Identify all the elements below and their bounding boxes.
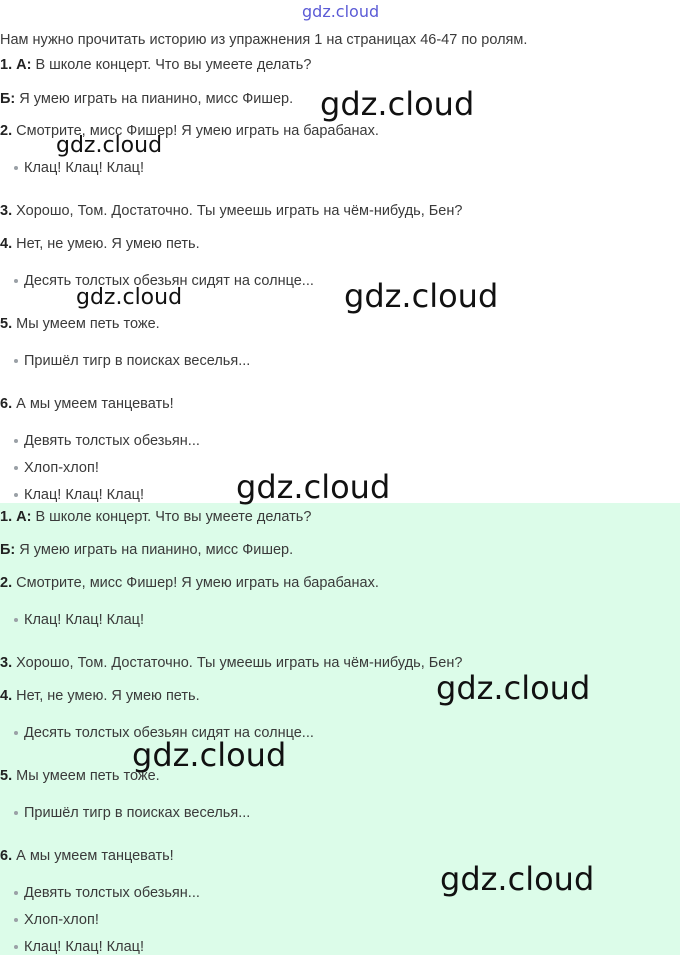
line-text: Хорошо, Том. Достаточно. Ты умеешь играть на чём-нибудь, Бен?	[12, 203, 463, 219]
line-number: 6.	[0, 848, 13, 864]
bullet-item: Хлоп-хлоп!	[14, 459, 99, 477]
line-number: 5.	[0, 316, 13, 332]
bullet-item: Клац! Клац! Клац!	[14, 611, 144, 629]
line-text: А мы умеем танцевать!	[12, 396, 174, 412]
line-text: Нет, не умею. Я умею петь.	[12, 688, 200, 704]
dialogue-line-6	[0, 315, 160, 333]
bullet-dot-icon	[14, 439, 18, 443]
bullet-dot-icon	[14, 279, 18, 283]
watermark: gdz.cloud	[320, 85, 475, 123]
watermark: gdz.cloud	[440, 860, 595, 898]
bullet-dot-icon	[14, 466, 18, 470]
bullet-item: Хлоп-хлоп!	[14, 911, 99, 929]
bullet-dot-icon	[14, 618, 18, 622]
speaker-label: Б:	[0, 91, 16, 107]
line-text: В школе концерт. Что вы умеете делать?	[31, 57, 312, 73]
line-number: 3.	[0, 203, 13, 219]
watermark: gdz.cloud	[436, 669, 591, 707]
line-number: 5.	[0, 768, 13, 784]
line-number: 3.	[0, 655, 13, 671]
watermark: gdz.cloud	[344, 277, 499, 315]
bullet-dot-icon	[14, 811, 18, 815]
line-text: Нет, не умею. Я умею петь.	[12, 236, 200, 252]
dialogue-line-3	[0, 574, 379, 592]
bullet-item: Клац! Клац! Клац!	[14, 159, 144, 177]
bullet-dot-icon	[14, 493, 18, 497]
bullet-item: Десять толстых обезьян сидят на солнце...	[14, 272, 314, 290]
bullet-item: Клац! Клац! Клац!	[14, 938, 144, 956]
dialogue-line-5	[0, 687, 200, 705]
line-number: 2.	[0, 575, 13, 591]
bullet-dot-icon	[14, 918, 18, 922]
speaker-label: 1. А:	[0, 57, 32, 73]
line-number: 4.	[0, 236, 13, 252]
bullet-item: Девять толстых обезьян...	[14, 884, 200, 902]
intro-text: Нам нужно прочитать историю из упражнения 1 на страницах 46-47 по ролям.	[0, 32, 528, 48]
line-text: Я умею играть на пианино, мисс Фишер.	[15, 91, 294, 107]
line-text: Смотрите, мисс Фишер! Я умею играть на барабанах.	[12, 123, 379, 139]
dialogue-line-2	[0, 90, 293, 108]
line-text: Мы умеем петь тоже.	[12, 316, 160, 332]
speaker-label: Б:	[0, 542, 16, 558]
dialogue-line-1	[0, 508, 311, 526]
watermark: gdz.cloud	[56, 133, 163, 158]
dialogue-line-4	[0, 654, 462, 672]
line-number: 6.	[0, 396, 13, 412]
speaker-label: 1. А:	[0, 509, 32, 525]
line-text: В школе концерт. Что вы умеете делать?	[31, 509, 312, 525]
line-text: А мы умеем танцевать!	[12, 848, 174, 864]
dialogue-line-7	[0, 395, 174, 413]
line-text: Мы умеем петь тоже.	[12, 768, 160, 784]
line-text: Смотрите, мисс Фишер! Я умею играть на барабанах.	[12, 575, 379, 591]
line-text: Хорошо, Том. Достаточно. Ты умеешь играть на чём-нибудь, Бен?	[12, 655, 463, 671]
dialogue-line-4	[0, 202, 462, 220]
bullet-item: Девять толстых обезьян...	[14, 432, 200, 450]
dialogue-line-7	[0, 847, 174, 865]
bullet-dot-icon	[14, 359, 18, 363]
bullet-dot-icon	[14, 945, 18, 949]
bullet-dot-icon	[14, 166, 18, 170]
watermark: gdz.cloud	[132, 736, 287, 774]
dialogue-line-1	[0, 56, 311, 74]
bullet-item: Пришёл тигр в поисках веселья...	[14, 352, 250, 370]
bullet-item: Десять толстых обезьян сидят на солнце...	[14, 724, 314, 742]
bullet-dot-icon	[14, 891, 18, 895]
site-logo: gdz.cloud	[302, 2, 380, 21]
watermark: gdz.cloud	[76, 285, 183, 310]
line-number: 4.	[0, 688, 13, 704]
bullet-item: Пришёл тигр в поисках веселья...	[14, 804, 250, 822]
dialogue-line-5	[0, 235, 200, 253]
line-number: 2.	[0, 123, 13, 139]
watermark: gdz.cloud	[236, 468, 391, 506]
line-text: Я умею играть на пианино, мисс Фишер.	[15, 542, 294, 558]
bullet-dot-icon	[14, 731, 18, 735]
dialogue-line-2	[0, 541, 293, 559]
bullet-item: Клац! Клац! Клац!	[14, 486, 144, 504]
